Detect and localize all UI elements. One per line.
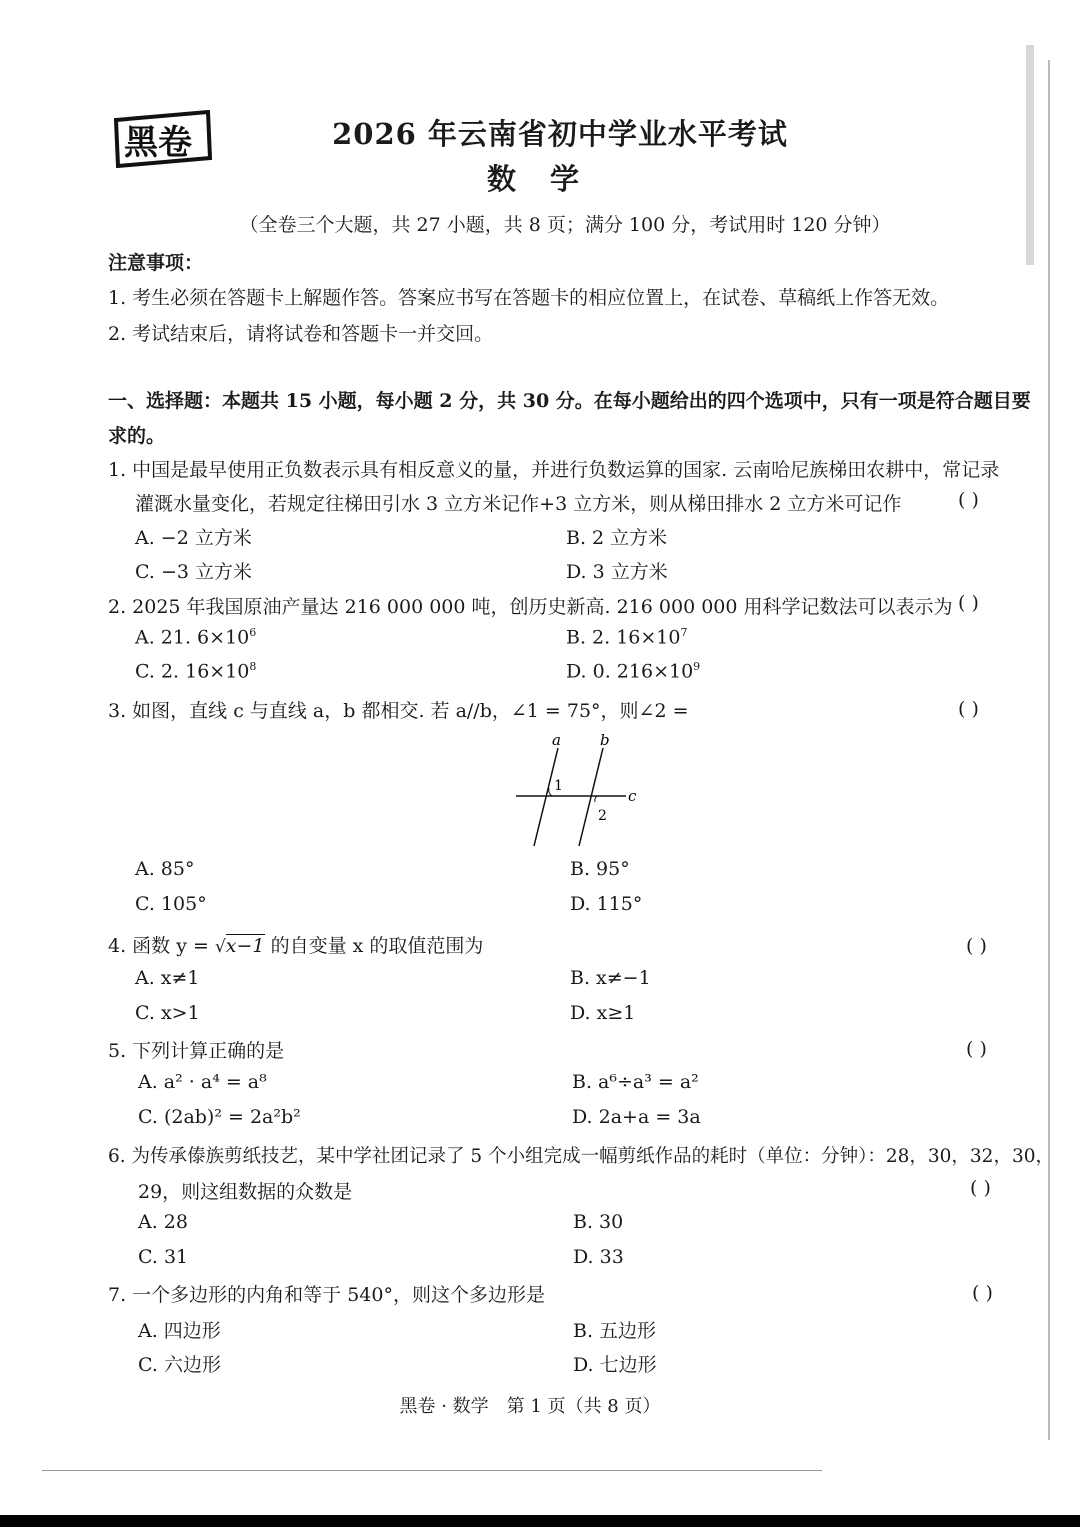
notice-item-1: 1. 考生必须在答题卡上解题作答。答案应书写在答题卡的相应位置上，在试卷、草稿纸上作答无效。 — [108, 287, 950, 309]
question-5-line1: 5. 下列计算正确的是 — [108, 1040, 285, 1062]
question-2-line1: 2. 2025 年我国原油产量达 216 000 000 吨，创历史新高. 216 000 000 用科学记数法可以表示为 — [108, 596, 953, 618]
q6-option-b: B. 30 — [573, 1211, 624, 1233]
q5-option-b: B. a⁶÷a³ = a² — [572, 1071, 699, 1093]
q4-option-a: A. x≠1 — [135, 967, 200, 989]
q5-option-d: D. 2a+a = 3a — [572, 1106, 701, 1128]
line-b — [579, 748, 603, 846]
label-a: a — [552, 731, 561, 749]
svg-text:黑卷: 黑卷 — [124, 123, 192, 163]
q2-option-d — [566, 660, 700, 682]
label-c: c — [628, 787, 637, 805]
question-7-line1: 7. 一个多边形的内角和等于 540°，则这个多边形是 — [108, 1284, 545, 1306]
q7-option-a: A. 四边形 — [138, 1320, 221, 1342]
question-3-line1: 3. 如图，直线 c 与直线 a，b 都相交. 若 a//b，∠1 = 75°，则∠2 = — [108, 700, 689, 722]
q7-option-b: B. 五边形 — [573, 1320, 657, 1342]
q5-option-a: A. a² · a⁴ = a⁸ — [138, 1071, 267, 1093]
question-1-line2: 灌溉水量变化，若规定往梯田引水 3 立方米记作+3 立方米，则从梯田排水 2 立方米可记作 — [135, 493, 902, 515]
q3-option-b: B. 95° — [570, 858, 630, 880]
answer-paren-5: ( ) — [966, 1038, 987, 1060]
label-2: 2 — [598, 808, 607, 824]
q2-option-a — [135, 626, 256, 648]
label-b: b — [600, 731, 610, 749]
question-6-line1: 6. 为传承傣族剪纸技艺，某中学社团记录了 5 个小组完成一幅剪纸作品的耗时（单位：分钟）：28，30，32，30， — [108, 1146, 1054, 1167]
q2-option-b-base: B. 2. 16×10 — [566, 626, 681, 649]
answer-paren-4: ( ) — [966, 935, 987, 957]
q2-option-d-base: D. 0. 216×10 — [566, 660, 694, 683]
q1-option-c: C. −3 立方米 — [135, 561, 252, 583]
q2-option-c-exp: 8 — [249, 660, 257, 673]
q2-option-c-base: C. 2. 16×10 — [135, 660, 250, 683]
q1-option-a: A. −2 立方米 — [135, 527, 252, 549]
scan-bottom-edge — [0, 1515, 1080, 1527]
answer-paren-1: ( ) — [958, 489, 979, 511]
q2-option-a-base: A. 21. 6×10 — [135, 626, 250, 649]
page-footer: 黑卷 · 数学 第 1 页（共 8 页） — [399, 1396, 661, 1417]
answer-paren-2: ( ) — [958, 592, 979, 614]
q7-option-c: C. 六边形 — [138, 1354, 221, 1376]
section-heading: 一、选择题：本题共 15 小题，每小题 2 分，共 30 分。在每小题给出的四个选项中，只有一项是符合题目要 — [108, 390, 1031, 412]
q2-option-b — [566, 626, 687, 648]
q2-option-c — [135, 660, 256, 682]
scan-line — [42, 1470, 822, 1471]
q5-option-c: C. (2ab)² = 2a²b² — [138, 1106, 301, 1128]
q4-option-b: B. x≠−1 — [570, 967, 651, 989]
q3-option-c: C. 105° — [135, 893, 207, 915]
q1-option-d: D. 3 立方米 — [566, 561, 668, 583]
q4-text-post: 的自变量 x 的取值范围为 — [264, 935, 484, 957]
answer-paren-7: ( ) — [972, 1282, 993, 1304]
q4-option-c: C. x>1 — [135, 1002, 200, 1024]
q2-option-b-exp: 7 — [680, 626, 688, 639]
notice-heading: 注意事项： — [108, 252, 204, 274]
exam-info: （全卷三个大题，共 27 小题，共 8 页；满分 100 分，考试用时 120 分钟） — [239, 214, 891, 236]
section-heading-cont: 求的。 — [108, 425, 166, 447]
exam-subject: 数学 — [486, 162, 613, 196]
q4-radicand: x−1 — [225, 935, 265, 957]
q3-option-d: D. 115° — [570, 893, 643, 915]
sqrt-symbol: √ — [214, 937, 226, 957]
q7-option-d: D. 七边形 — [573, 1354, 657, 1376]
q6-option-c: C. 31 — [138, 1246, 189, 1268]
line-a — [534, 748, 558, 846]
angle-1-arc — [549, 788, 552, 796]
question-1-line1: 1. 中国是最早使用正负数表示具有相反意义的量，并进行负数运算的国家. 云南哈尼族梯田农耕中，常记录 — [108, 459, 1000, 481]
q2-option-a-exp: 6 — [249, 626, 257, 639]
label-1: 1 — [554, 778, 563, 794]
q6-option-d: D. 33 — [573, 1246, 624, 1268]
notice-item-2: 2. 考试结束后，请将试卷和答题卡一并交回。 — [108, 323, 494, 345]
q4-option-d: D. x≥1 — [570, 1002, 636, 1024]
angle-2-arc — [595, 796, 597, 802]
exam-title: 2026 年云南省初中学业水平考试 — [332, 117, 788, 151]
q2-option-d-exp: 9 — [693, 660, 701, 673]
answer-paren-6: ( ) — [970, 1177, 991, 1199]
question-6-line2: 29，则这组数据的众数是 — [138, 1181, 353, 1203]
answer-paren-3: ( ) — [958, 698, 979, 720]
q6-option-a: A. 28 — [138, 1211, 188, 1233]
q1-option-b: B. 2 立方米 — [566, 527, 668, 549]
page-edge-line — [1048, 60, 1050, 1440]
q3-option-a: A. 85° — [135, 858, 195, 880]
q4-text-pre: 4. 函数 y = — [108, 935, 215, 957]
parallel-lines-diagram — [508, 730, 648, 850]
question-4-line1 — [108, 931, 483, 958]
